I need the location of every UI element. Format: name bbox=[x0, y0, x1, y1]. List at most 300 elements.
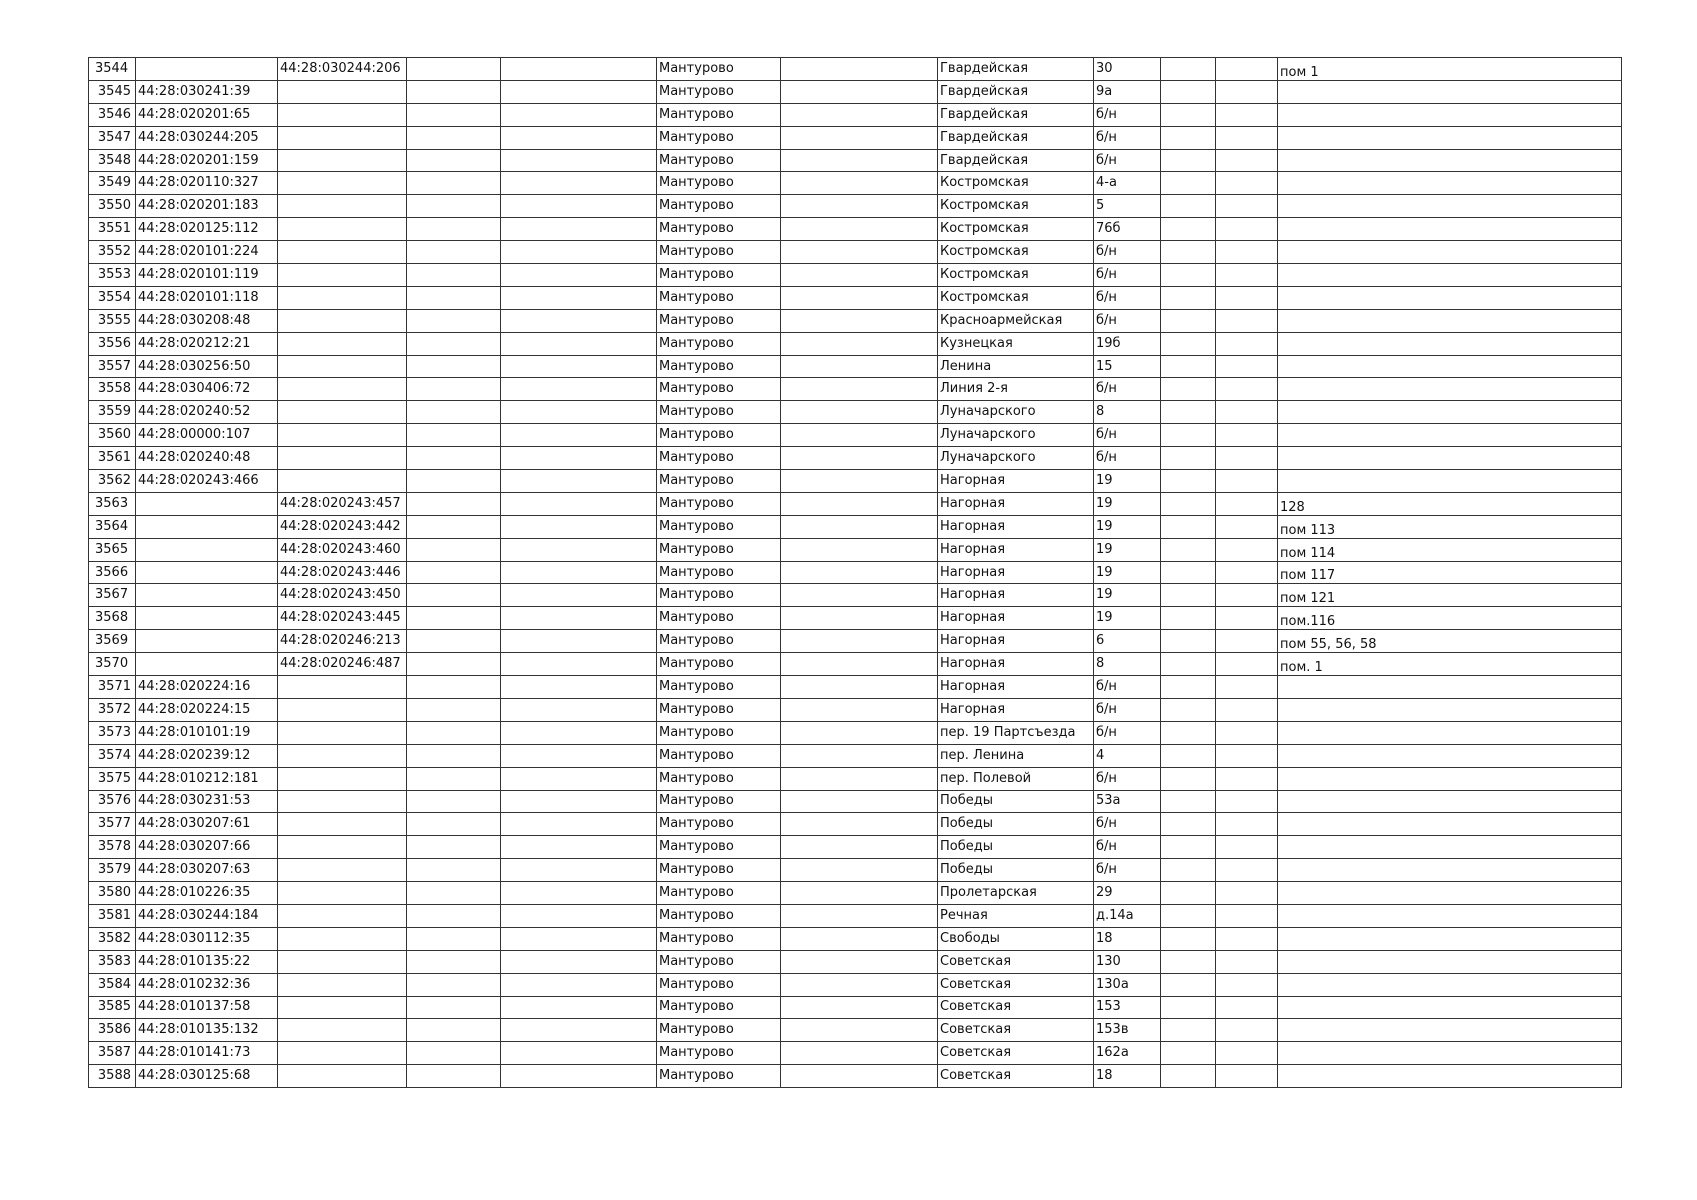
street: Пролетарская bbox=[938, 882, 1094, 905]
empty-cell bbox=[1216, 241, 1278, 264]
premises-cadastral-number bbox=[278, 470, 407, 493]
table-row bbox=[89, 836, 1622, 859]
empty-cell bbox=[1216, 538, 1278, 561]
city: Мантурово bbox=[657, 721, 781, 744]
premises-cadastral-number bbox=[278, 424, 407, 447]
empty-cell bbox=[407, 378, 501, 401]
street: Победы bbox=[938, 859, 1094, 882]
empty-cell bbox=[1216, 561, 1278, 584]
empty-cell bbox=[407, 927, 501, 950]
premises-cadastral-number bbox=[278, 813, 407, 836]
premises-note bbox=[1278, 355, 1622, 378]
empty-cell bbox=[407, 1042, 501, 1065]
premises-note bbox=[1278, 698, 1622, 721]
empty-cell bbox=[407, 767, 501, 790]
table-row bbox=[89, 538, 1622, 561]
empty-cell bbox=[501, 973, 657, 996]
empty-cell bbox=[501, 584, 657, 607]
city: Мантурово bbox=[657, 149, 781, 172]
empty-cell bbox=[1161, 264, 1216, 287]
house-number: б/н bbox=[1094, 309, 1161, 332]
empty-cell bbox=[407, 195, 501, 218]
cadastral-number bbox=[136, 653, 278, 676]
premises-note: пом 121 bbox=[1278, 584, 1622, 607]
cadastral-number bbox=[136, 492, 278, 515]
empty-cell bbox=[501, 744, 657, 767]
empty-cell bbox=[1161, 790, 1216, 813]
empty-cell bbox=[781, 515, 938, 538]
row-number: 3548 bbox=[89, 149, 136, 172]
house-number: б/н bbox=[1094, 149, 1161, 172]
street: Советская bbox=[938, 1019, 1094, 1042]
row-number: 3587 bbox=[89, 1042, 136, 1065]
street: Свободы bbox=[938, 927, 1094, 950]
empty-cell bbox=[1216, 149, 1278, 172]
premises-cadastral-number bbox=[278, 698, 407, 721]
empty-cell bbox=[407, 859, 501, 882]
table-row bbox=[89, 470, 1622, 493]
city: Мантурово bbox=[657, 676, 781, 699]
house-number: б/н bbox=[1094, 698, 1161, 721]
city: Мантурово bbox=[657, 470, 781, 493]
table-row bbox=[89, 149, 1622, 172]
house-number: 18 bbox=[1094, 927, 1161, 950]
table-row bbox=[89, 721, 1622, 744]
table-body bbox=[89, 58, 1622, 1088]
table-row bbox=[89, 378, 1622, 401]
premises-cadastral-number bbox=[278, 904, 407, 927]
empty-cell bbox=[1216, 698, 1278, 721]
empty-cell bbox=[1161, 1065, 1216, 1088]
row-number: 3574 bbox=[89, 744, 136, 767]
street: Гвардейская bbox=[938, 80, 1094, 103]
premises-cadastral-number bbox=[278, 996, 407, 1019]
cadastral-number: 44:28:020240:48 bbox=[136, 447, 278, 470]
city: Мантурово bbox=[657, 1065, 781, 1088]
cadastral-number: 44:28:030231:53 bbox=[136, 790, 278, 813]
empty-cell bbox=[781, 836, 938, 859]
table-row bbox=[89, 927, 1622, 950]
empty-cell bbox=[1216, 515, 1278, 538]
premises-cadastral-number: 44:28:020243:446 bbox=[278, 561, 407, 584]
empty-cell bbox=[407, 607, 501, 630]
house-number: б/н bbox=[1094, 447, 1161, 470]
table-row bbox=[89, 103, 1622, 126]
premises-cadastral-number bbox=[278, 950, 407, 973]
empty-cell bbox=[781, 126, 938, 149]
empty-cell bbox=[501, 58, 657, 81]
cadastral-number: 44:28:020240:52 bbox=[136, 401, 278, 424]
street: Советская bbox=[938, 1042, 1094, 1065]
house-number: 4-а bbox=[1094, 172, 1161, 195]
empty-cell bbox=[501, 630, 657, 653]
city: Мантурово bbox=[657, 103, 781, 126]
empty-cell bbox=[407, 721, 501, 744]
empty-cell bbox=[1216, 447, 1278, 470]
cadastral-number: 44:28:010101:19 bbox=[136, 721, 278, 744]
premises-note bbox=[1278, 721, 1622, 744]
house-number: 15 bbox=[1094, 355, 1161, 378]
row-number: 3554 bbox=[89, 286, 136, 309]
row-number: 3582 bbox=[89, 927, 136, 950]
premises-cadastral-number: 44:28:020243:445 bbox=[278, 607, 407, 630]
table-row bbox=[89, 584, 1622, 607]
premises-cadastral-number bbox=[278, 309, 407, 332]
premises-cadastral-number: 44:28:020243:450 bbox=[278, 584, 407, 607]
empty-cell bbox=[781, 172, 938, 195]
empty-cell bbox=[407, 1065, 501, 1088]
table-row bbox=[89, 492, 1622, 515]
premises-cadastral-number bbox=[278, 676, 407, 699]
city: Мантурово bbox=[657, 744, 781, 767]
premises-note: пом 113 bbox=[1278, 515, 1622, 538]
empty-cell bbox=[1161, 676, 1216, 699]
empty-cell bbox=[1161, 172, 1216, 195]
street: пер. Ленина bbox=[938, 744, 1094, 767]
cadastral-number: 44:28:020212:21 bbox=[136, 332, 278, 355]
empty-cell bbox=[781, 492, 938, 515]
premises-cadastral-number: 44:28:020243:442 bbox=[278, 515, 407, 538]
cadastral-number: 44:28:030256:50 bbox=[136, 355, 278, 378]
premises-note bbox=[1278, 424, 1622, 447]
row-number: 3569 bbox=[89, 630, 136, 653]
empty-cell bbox=[407, 447, 501, 470]
empty-cell bbox=[1161, 515, 1216, 538]
table-row bbox=[89, 630, 1622, 653]
empty-cell bbox=[501, 424, 657, 447]
table-row bbox=[89, 264, 1622, 287]
premises-cadastral-number bbox=[278, 355, 407, 378]
cadastral-number: 44:28:030207:61 bbox=[136, 813, 278, 836]
cadastral-number: 44:28:030244:205 bbox=[136, 126, 278, 149]
empty-cell bbox=[407, 126, 501, 149]
empty-cell bbox=[501, 950, 657, 973]
table-row bbox=[89, 126, 1622, 149]
empty-cell bbox=[781, 447, 938, 470]
premises-note bbox=[1278, 309, 1622, 332]
city: Мантурово bbox=[657, 1019, 781, 1042]
row-number: 3575 bbox=[89, 767, 136, 790]
empty-cell bbox=[1161, 80, 1216, 103]
row-number: 3563 bbox=[89, 492, 136, 515]
empty-cell bbox=[407, 172, 501, 195]
empty-cell bbox=[501, 767, 657, 790]
table-row bbox=[89, 401, 1622, 424]
street: Нагорная bbox=[938, 653, 1094, 676]
row-number: 3561 bbox=[89, 447, 136, 470]
row-number: 3585 bbox=[89, 996, 136, 1019]
premises-note bbox=[1278, 882, 1622, 905]
table-row bbox=[89, 653, 1622, 676]
empty-cell bbox=[1216, 950, 1278, 973]
empty-cell bbox=[1216, 859, 1278, 882]
table-row bbox=[89, 973, 1622, 996]
city: Мантурово bbox=[657, 904, 781, 927]
empty-cell bbox=[501, 676, 657, 699]
city: Мантурово bbox=[657, 950, 781, 973]
house-number: 153 bbox=[1094, 996, 1161, 1019]
cadastral-number: 44:28:020201:159 bbox=[136, 149, 278, 172]
empty-cell bbox=[407, 286, 501, 309]
city: Мантурово bbox=[657, 424, 781, 447]
street: Нагорная bbox=[938, 561, 1094, 584]
empty-cell bbox=[1161, 767, 1216, 790]
table-row bbox=[89, 767, 1622, 790]
empty-cell bbox=[407, 996, 501, 1019]
city: Мантурово bbox=[657, 973, 781, 996]
empty-cell bbox=[407, 676, 501, 699]
table-row bbox=[89, 882, 1622, 905]
city: Мантурово bbox=[657, 241, 781, 264]
empty-cell bbox=[781, 630, 938, 653]
empty-cell bbox=[1216, 973, 1278, 996]
empty-cell bbox=[407, 264, 501, 287]
empty-cell bbox=[501, 607, 657, 630]
premises-cadastral-number bbox=[278, 172, 407, 195]
cadastral-number: 44:28:010137:58 bbox=[136, 996, 278, 1019]
empty-cell bbox=[407, 584, 501, 607]
empty-cell bbox=[781, 698, 938, 721]
empty-cell bbox=[781, 149, 938, 172]
premises-note bbox=[1278, 996, 1622, 1019]
empty-cell bbox=[1161, 904, 1216, 927]
empty-cell bbox=[1161, 721, 1216, 744]
cadastral-number: 44:28:010226:35 bbox=[136, 882, 278, 905]
city: Мантурово bbox=[657, 996, 781, 1019]
empty-cell bbox=[407, 653, 501, 676]
row-number: 3546 bbox=[89, 103, 136, 126]
empty-cell bbox=[781, 904, 938, 927]
street: Костромская bbox=[938, 241, 1094, 264]
table-row bbox=[89, 561, 1622, 584]
row-number: 3557 bbox=[89, 355, 136, 378]
house-number: 53а bbox=[1094, 790, 1161, 813]
premises-cadastral-number bbox=[278, 1019, 407, 1042]
premises-note: пом 117 bbox=[1278, 561, 1622, 584]
house-number: б/н bbox=[1094, 103, 1161, 126]
empty-cell bbox=[1161, 698, 1216, 721]
empty-cell bbox=[407, 515, 501, 538]
empty-cell bbox=[501, 790, 657, 813]
empty-cell bbox=[1161, 584, 1216, 607]
house-number: 130а bbox=[1094, 973, 1161, 996]
empty-cell bbox=[1216, 904, 1278, 927]
street: Речная bbox=[938, 904, 1094, 927]
street: Гвардейская bbox=[938, 58, 1094, 81]
cadastral-number: 44:28:030241:39 bbox=[136, 80, 278, 103]
house-number: б/н bbox=[1094, 721, 1161, 744]
empty-cell bbox=[781, 470, 938, 493]
table-row bbox=[89, 607, 1622, 630]
premises-note bbox=[1278, 126, 1622, 149]
empty-cell bbox=[501, 149, 657, 172]
row-number: 3576 bbox=[89, 790, 136, 813]
table-row bbox=[89, 950, 1622, 973]
empty-cell bbox=[781, 218, 938, 241]
cadastral-number: 44:28:030112:35 bbox=[136, 927, 278, 950]
empty-cell bbox=[1161, 401, 1216, 424]
empty-cell bbox=[781, 309, 938, 332]
row-number: 3583 bbox=[89, 950, 136, 973]
table-row bbox=[89, 676, 1622, 699]
premises-cadastral-number: 44:28:020246:487 bbox=[278, 653, 407, 676]
house-number: 19 bbox=[1094, 492, 1161, 515]
empty-cell bbox=[1161, 195, 1216, 218]
cadastral-number: 44:28:020224:15 bbox=[136, 698, 278, 721]
house-number: б/н bbox=[1094, 676, 1161, 699]
empty-cell bbox=[1161, 218, 1216, 241]
row-number: 3581 bbox=[89, 904, 136, 927]
empty-cell bbox=[407, 492, 501, 515]
premises-cadastral-number bbox=[278, 447, 407, 470]
table-row bbox=[89, 698, 1622, 721]
table-row bbox=[89, 58, 1622, 81]
empty-cell bbox=[1216, 653, 1278, 676]
premises-note: пом 55, 56, 58 bbox=[1278, 630, 1622, 653]
house-number: 153в bbox=[1094, 1019, 1161, 1042]
empty-cell bbox=[1161, 927, 1216, 950]
empty-cell bbox=[1161, 149, 1216, 172]
empty-cell bbox=[501, 309, 657, 332]
cadastral-number bbox=[136, 538, 278, 561]
empty-cell bbox=[1216, 1065, 1278, 1088]
empty-cell bbox=[1161, 58, 1216, 81]
premises-cadastral-number bbox=[278, 973, 407, 996]
street: Кузнецкая bbox=[938, 332, 1094, 355]
table-row bbox=[89, 286, 1622, 309]
empty-cell bbox=[407, 561, 501, 584]
empty-cell bbox=[781, 653, 938, 676]
street: Советская bbox=[938, 950, 1094, 973]
city: Мантурово bbox=[657, 836, 781, 859]
city: Мантурово bbox=[657, 790, 781, 813]
cadastral-number: 44:28:030208:48 bbox=[136, 309, 278, 332]
premises-note bbox=[1278, 813, 1622, 836]
empty-cell bbox=[1161, 561, 1216, 584]
premises-note bbox=[1278, 470, 1622, 493]
table-row bbox=[89, 813, 1622, 836]
house-number: б/н bbox=[1094, 378, 1161, 401]
premises-cadastral-number bbox=[278, 103, 407, 126]
cadastral-number: 44:28:030125:68 bbox=[136, 1065, 278, 1088]
empty-cell bbox=[407, 401, 501, 424]
table-row bbox=[89, 172, 1622, 195]
empty-cell bbox=[1216, 126, 1278, 149]
city: Мантурово bbox=[657, 607, 781, 630]
table-row bbox=[89, 859, 1622, 882]
empty-cell bbox=[501, 1019, 657, 1042]
row-number: 3578 bbox=[89, 836, 136, 859]
house-number: д.14а bbox=[1094, 904, 1161, 927]
street: Костромская bbox=[938, 286, 1094, 309]
cadastral-number: 44:28:020243:466 bbox=[136, 470, 278, 493]
empty-cell bbox=[501, 698, 657, 721]
empty-cell bbox=[407, 424, 501, 447]
street: Луначарского bbox=[938, 424, 1094, 447]
empty-cell bbox=[1161, 950, 1216, 973]
cadastral-number bbox=[136, 584, 278, 607]
house-number: 76б bbox=[1094, 218, 1161, 241]
empty-cell bbox=[407, 630, 501, 653]
premises-note bbox=[1278, 172, 1622, 195]
premises-note bbox=[1278, 149, 1622, 172]
city: Мантурово bbox=[657, 355, 781, 378]
empty-cell bbox=[1216, 286, 1278, 309]
row-number: 3568 bbox=[89, 607, 136, 630]
empty-cell bbox=[781, 1042, 938, 1065]
cadastral-number: 44:28:020239:12 bbox=[136, 744, 278, 767]
city: Мантурово bbox=[657, 538, 781, 561]
table-row bbox=[89, 904, 1622, 927]
empty-cell bbox=[1161, 286, 1216, 309]
premises-note bbox=[1278, 241, 1622, 264]
street: Нагорная bbox=[938, 515, 1094, 538]
street: Ленина bbox=[938, 355, 1094, 378]
house-number: 9а bbox=[1094, 80, 1161, 103]
empty-cell bbox=[501, 332, 657, 355]
cadastral-number: 44:28:020125:112 bbox=[136, 218, 278, 241]
cadastral-number: 44:28:010212:181 bbox=[136, 767, 278, 790]
cadastral-number: 44:28:030207:63 bbox=[136, 859, 278, 882]
empty-cell bbox=[1216, 584, 1278, 607]
row-number: 3556 bbox=[89, 332, 136, 355]
empty-cell bbox=[1161, 492, 1216, 515]
empty-cell bbox=[781, 584, 938, 607]
empty-cell bbox=[1216, 218, 1278, 241]
house-number: б/н bbox=[1094, 836, 1161, 859]
premises-note bbox=[1278, 1065, 1622, 1088]
row-number: 3584 bbox=[89, 973, 136, 996]
cadastral-number: 44:28:020101:224 bbox=[136, 241, 278, 264]
empty-cell bbox=[781, 813, 938, 836]
cadastral-number bbox=[136, 58, 278, 81]
house-number: б/н bbox=[1094, 241, 1161, 264]
cadastral-number: 44:28:020101:119 bbox=[136, 264, 278, 287]
row-number: 3551 bbox=[89, 218, 136, 241]
empty-cell bbox=[1216, 607, 1278, 630]
city: Мантурово bbox=[657, 126, 781, 149]
empty-cell bbox=[781, 1065, 938, 1088]
empty-cell bbox=[1216, 813, 1278, 836]
empty-cell bbox=[407, 950, 501, 973]
empty-cell bbox=[501, 538, 657, 561]
empty-cell bbox=[781, 790, 938, 813]
empty-cell bbox=[1161, 241, 1216, 264]
empty-cell bbox=[781, 332, 938, 355]
empty-cell bbox=[1216, 927, 1278, 950]
empty-cell bbox=[501, 401, 657, 424]
row-number: 3567 bbox=[89, 584, 136, 607]
empty-cell bbox=[407, 813, 501, 836]
empty-cell bbox=[1216, 424, 1278, 447]
premises-cadastral-number bbox=[278, 126, 407, 149]
empty-cell bbox=[407, 103, 501, 126]
empty-cell bbox=[1161, 836, 1216, 859]
premises-note bbox=[1278, 859, 1622, 882]
city: Мантурово bbox=[657, 195, 781, 218]
empty-cell bbox=[781, 355, 938, 378]
street: Красноармейская bbox=[938, 309, 1094, 332]
empty-cell bbox=[781, 1019, 938, 1042]
empty-cell bbox=[407, 904, 501, 927]
empty-cell bbox=[1216, 103, 1278, 126]
empty-cell bbox=[781, 996, 938, 1019]
empty-cell bbox=[1216, 996, 1278, 1019]
row-number: 3562 bbox=[89, 470, 136, 493]
row-number: 3547 bbox=[89, 126, 136, 149]
row-number: 3558 bbox=[89, 378, 136, 401]
premises-note: пом.116 bbox=[1278, 607, 1622, 630]
